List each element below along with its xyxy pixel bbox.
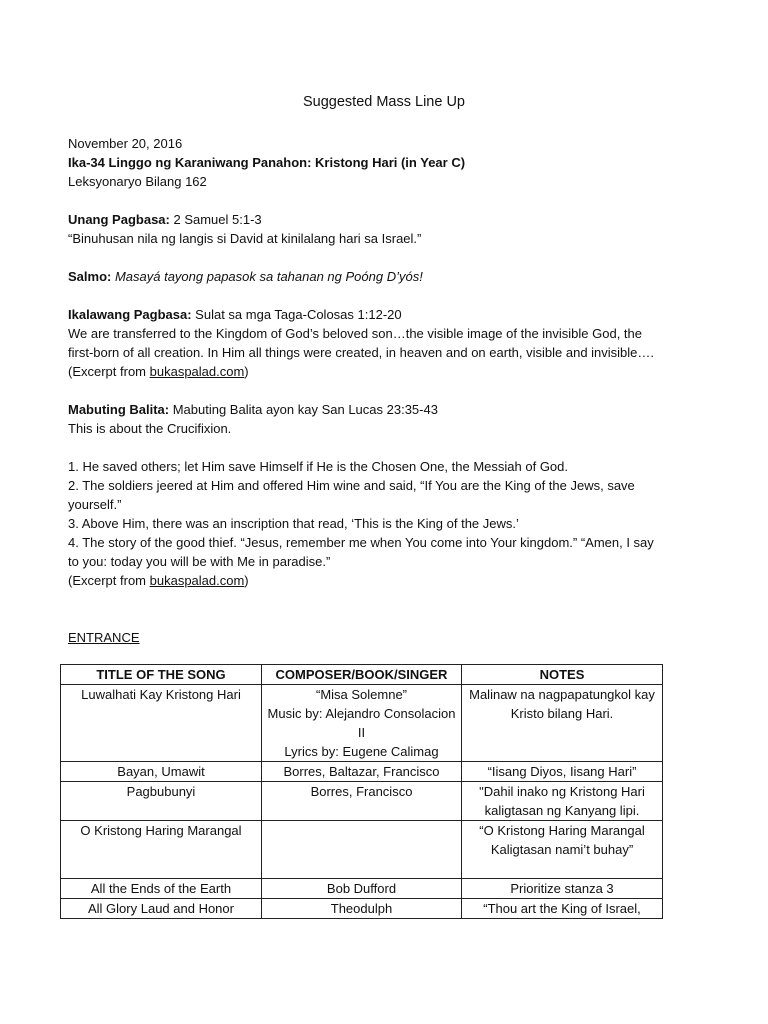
- composer-line: Lyrics by: Eugene Calimag: [284, 744, 439, 759]
- song-notes: Prioritize stanza 3: [462, 879, 663, 899]
- table-header-row: [61, 665, 663, 685]
- second-reading-line-2: first-born of all creation. In Him all things were created, in heaven and on earth, visible and invisible….: [68, 345, 655, 360]
- second-reading-line-1: We are transferred to the Kingdom of God’s beloved son…the visible image of the invisible God, the: [68, 326, 643, 341]
- table-row: [61, 782, 663, 821]
- lectionary: Leksyonaryo Bilang 162: [68, 174, 207, 189]
- table-row: [61, 762, 663, 782]
- second-reading-label: Ikalawang Pagbasa:: [68, 307, 192, 322]
- first-reading-quote: “Binuhusan nila ng langis si David at kinilalang hari sa Israel.”: [68, 231, 422, 246]
- first-reading-ref: 2 Samuel 5:1-3: [169, 212, 262, 227]
- column-header-composer: COMPOSER/BOOK/SINGER: [262, 665, 462, 685]
- song-composer: [262, 821, 462, 879]
- column-header-notes: NOTES: [462, 665, 663, 685]
- bukaspalad-link[interactable]: bukaspalad.com: [149, 364, 245, 379]
- song-title: Luwalhati Kay Kristong Hari: [61, 685, 262, 762]
- first-reading-label: Unang Pagbasa:: [68, 212, 170, 227]
- excerpt-prefix: (Excerpt from: [68, 573, 150, 588]
- song-composer: Borres, Francisco: [262, 782, 462, 821]
- excerpt-suffix: ): [244, 573, 249, 588]
- song-composer: [262, 685, 462, 762]
- gospel-point: 2. The soldiers jeered at Him and offered Him wine and said, “If You are the King of the Jews, save: [68, 478, 635, 493]
- song-table: [60, 664, 663, 919]
- occasion-text: Ika-34 Linggo ng Karaniwang Panahon: Kristong Hari (in Year C): [68, 155, 466, 170]
- gospel-ref: Mabuting Balita ayon kay San Lucas 23:35-43: [169, 402, 438, 417]
- song-notes: “O Kristong Haring Marangal Kaligtasan nami’t buhay”: [462, 821, 663, 879]
- song-notes: Malinaw na nagpapatungkol kay Kristo bilang Hari.: [462, 685, 663, 762]
- song-composer: Theodulph: [262, 899, 462, 919]
- column-header-title: TITLE OF THE SONG: [61, 665, 262, 685]
- composer-line: “Misa Solemne”: [315, 687, 408, 702]
- gospel-point: yourself.”: [68, 497, 122, 512]
- date: November 20, 2016: [68, 136, 183, 151]
- psalm: [68, 267, 708, 286]
- song-notes: "Dahil inako ng Kristong Hari kaligtasan ng Kanyang lipi.: [462, 782, 663, 821]
- excerpt-prefix: (Excerpt from: [68, 364, 150, 379]
- excerpt-suffix: ): [244, 364, 249, 379]
- document-body: [68, 134, 708, 647]
- gospel-point: to you: today you will be with Me in paradise.”: [68, 554, 331, 569]
- song-title: O Kristong Haring Marangal: [61, 821, 262, 879]
- song-notes: “Thou art the King of Israel,: [462, 899, 663, 919]
- gospel-label: Mabuting Balita:: [68, 402, 170, 417]
- gospel: [68, 400, 708, 419]
- gospel-point: 4. The story of the good thief. “Jesus, remember me when You come into Your kingdom.” “Amen, I say: [68, 535, 654, 550]
- song-notes: “Iisang Diyos, Iisang Hari”: [462, 762, 663, 782]
- table-row: [61, 685, 663, 762]
- table-row: [61, 899, 663, 919]
- song-title: All Glory Laud and Honor: [61, 899, 262, 919]
- gospel-excerpt: [68, 571, 708, 590]
- second-reading-excerpt: [68, 362, 708, 381]
- gospel-point: 1. He saved others; let Him save Himself if He is the Chosen One, the Messiah of God.: [68, 459, 568, 474]
- section-heading-entrance: ENTRANCE: [68, 630, 140, 645]
- song-title: All the Ends of the Earth: [61, 879, 262, 899]
- song-composer: Borres, Baltazar, Francisco: [262, 762, 462, 782]
- table-row: [61, 821, 663, 879]
- composer-line: Music by: Alejandro Consolacion II: [267, 706, 456, 740]
- song-composer: Bob Dufford: [262, 879, 462, 899]
- gospel-about: This is about the Crucifixion.: [68, 421, 232, 436]
- occasion: [68, 153, 708, 172]
- second-reading-ref: Sulat sa mga Taga-Colosas 1:12-20: [191, 307, 402, 322]
- page-title: Suggested Mass Line Up: [302, 94, 465, 110]
- psalm-label: Salmo:: [68, 269, 112, 284]
- second-reading: [68, 305, 708, 324]
- song-title: Bayan, Umawit: [61, 762, 262, 782]
- table-row: [61, 879, 663, 899]
- song-title: Pagbubunyi: [61, 782, 262, 821]
- first-reading: [68, 210, 708, 229]
- gospel-point: 3. Above Him, there was an inscription that read, ‘This is the King of the Jews.’: [68, 516, 519, 531]
- bukaspalad-link[interactable]: bukaspalad.com: [149, 573, 245, 588]
- psalm-text: Masayá tayong papasok sa tahanan ng Poóng D’yós!: [111, 269, 423, 284]
